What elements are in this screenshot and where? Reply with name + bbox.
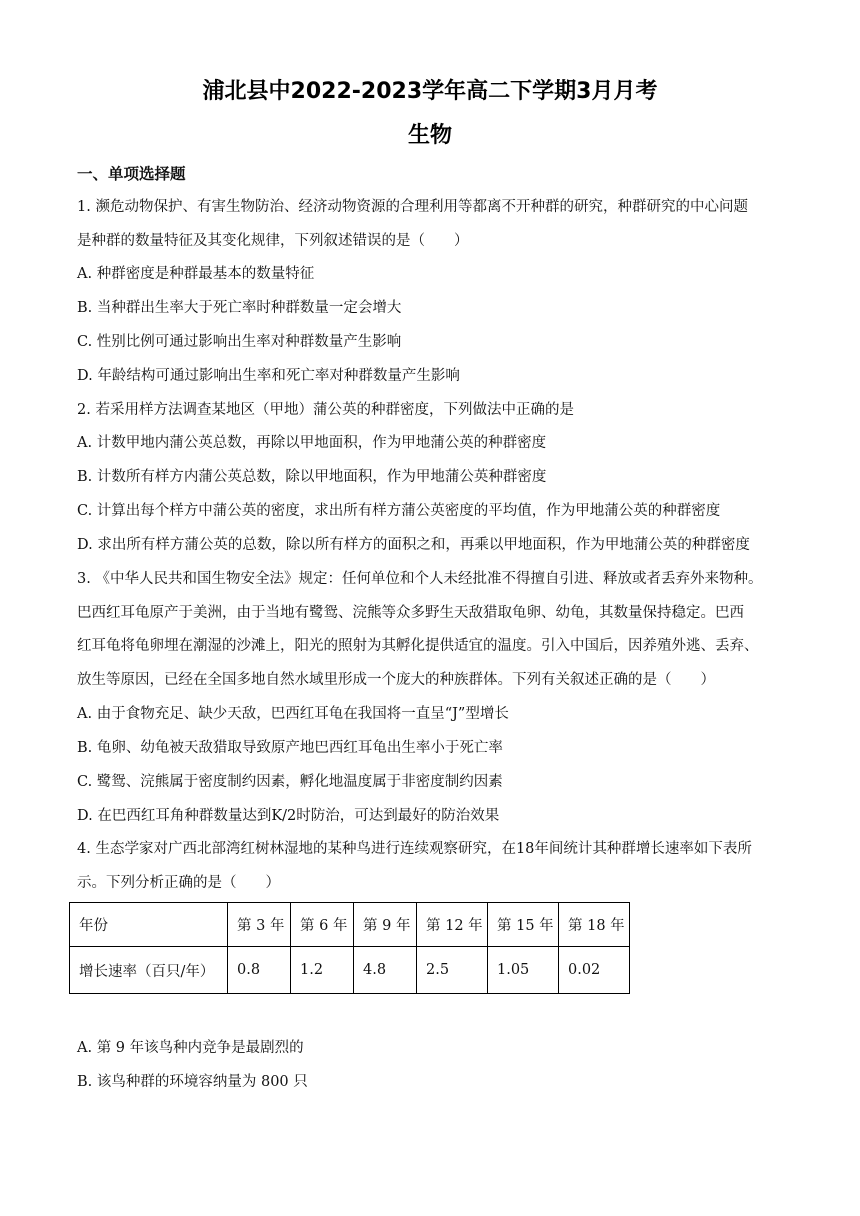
- q1-option-b: B. 当种群出生率大于死亡率时种群数量一定会增大: [77, 300, 402, 316]
- table-cell: 4.8: [354, 947, 417, 994]
- q3-option-b: B. 龟卵、幼龟被天敌猎取导致原产地巴西红耳龟出生率小于死亡率: [77, 740, 503, 756]
- table-header-row: [70, 903, 630, 947]
- q1-option-d: D. 年龄结构可通过影响出生率和死亡率对种群数量产生影响: [77, 368, 460, 384]
- q4-option-b: B. 该鸟种群的环境容纳量为 800 只: [77, 1074, 308, 1090]
- table-header-cell: 第 15 年: [488, 903, 559, 947]
- q3-option-d: D. 在巴西红耳角种群数量达到K/2时防治，可达到最好的防治效果: [77, 808, 500, 824]
- q2-option-b: B. 计数所有样方内蒲公英总数，除以甲地面积，作为甲地蒲公英种群密度: [77, 469, 547, 485]
- table-cell: 0.02: [559, 947, 630, 994]
- table-header-cell: 第 9 年: [354, 903, 417, 947]
- table-cell: 2.5: [417, 947, 488, 994]
- table-header-cell: 年份: [70, 903, 228, 947]
- q2-option-c: C. 计算出每个样方中蒲公英的密度，求出所有样方蒲公英密度的平均值，作为甲地蒲公英的种群密度: [77, 503, 721, 519]
- table-cell: 增长速率（百只/年）: [70, 947, 228, 994]
- section-heading: 一、单项选择题: [77, 165, 186, 183]
- table-header-cell: 第 12 年: [417, 903, 488, 947]
- q3-option-a: A. 由于食物充足、缺少天敌，巴西红耳龟在我国将一直呈“J”型增长: [77, 706, 509, 722]
- q3-stem-line-4: 放生等原因，已经在全国多地自然水域里形成一个庞大的种族群体。下列有关叙述正确的是（ ）: [77, 672, 715, 688]
- q1-stem-line-2: 是种群的数量特征及其变化规律，下列叙述错误的是（ ）: [77, 233, 469, 249]
- table-header-cell: 第 3 年: [228, 903, 291, 947]
- q1-option-a: A. 种群密度是种群最基本的数量特征: [77, 266, 315, 282]
- q2-option-d: D. 求出所有样方蒲公英的总数，除以所有样方的面积之和，再乘以甲地面积，作为甲地蒲公英的种群密度: [77, 537, 750, 553]
- table-cell: 0.8: [228, 947, 291, 994]
- q3-option-c: C. 鹭鸳、浣熊属于密度制约因素，孵化地温度属于非密度制约因素: [77, 774, 503, 790]
- q4-stem-line-1: 4. 生态学家对广西北部湾红树林湿地的某种鸟进行连续观察研究，在18年间统计其种群增长速率如下表所: [77, 841, 752, 857]
- q3-stem-line-3: 红耳龟将龟卵埋在潮湿的沙滩上，阳光的照射为其孵化提供适宜的温度。引入中国后，因养殖外逃、丢弃、: [77, 638, 759, 654]
- exam-title: 浦北县中2022-2023学年高二下学期3月月考: [202, 79, 658, 104]
- q3-stem-line-1: 3. 《中华人民共和国生物安全法》规定：任何单位和个人未经批准不得擅自引进、释放或者丢弃外来物种。: [77, 571, 763, 587]
- q3-stem-line-2: 巴西红耳龟原产于美洲，由于当地有鹭鸳、浣熊等众多野生天敌猎取龟卵、幼龟，其数量保持稳定。巴西: [77, 605, 744, 621]
- subject-title: 生物: [407, 123, 452, 148]
- table-row: [70, 947, 630, 994]
- q1-stem-line-1: 1. 濒危动物保护、有害生物防治、经济动物资源的合理利用等都离不开种群的研究，种群研究的中心问题: [77, 199, 748, 215]
- table-cell: 1.2: [291, 947, 354, 994]
- q1-option-c: C. 性别比例可通过影响出生率对种群数量产生影响: [77, 334, 402, 350]
- q2-stem-line-1: 2. 若采用样方法调查某地区（甲地）蒲公英的种群密度，下列做法中正确的是: [77, 402, 574, 418]
- q4-option-a: A. 第 9 年该鸟种内竞争是最剧烈的: [77, 1040, 304, 1056]
- table-header-cell: 第 6 年: [291, 903, 354, 947]
- table-header-cell: 第 18 年: [559, 903, 630, 947]
- q2-option-a: A. 计数甲地内蒲公英总数，再除以甲地面积，作为甲地蒲公英的种群密度: [77, 435, 547, 451]
- q4-stem-line-2: 示。下列分析正确的是（ ）: [77, 875, 280, 891]
- table-cell: 1.05: [488, 947, 559, 994]
- growth-rate-table: [69, 902, 630, 994]
